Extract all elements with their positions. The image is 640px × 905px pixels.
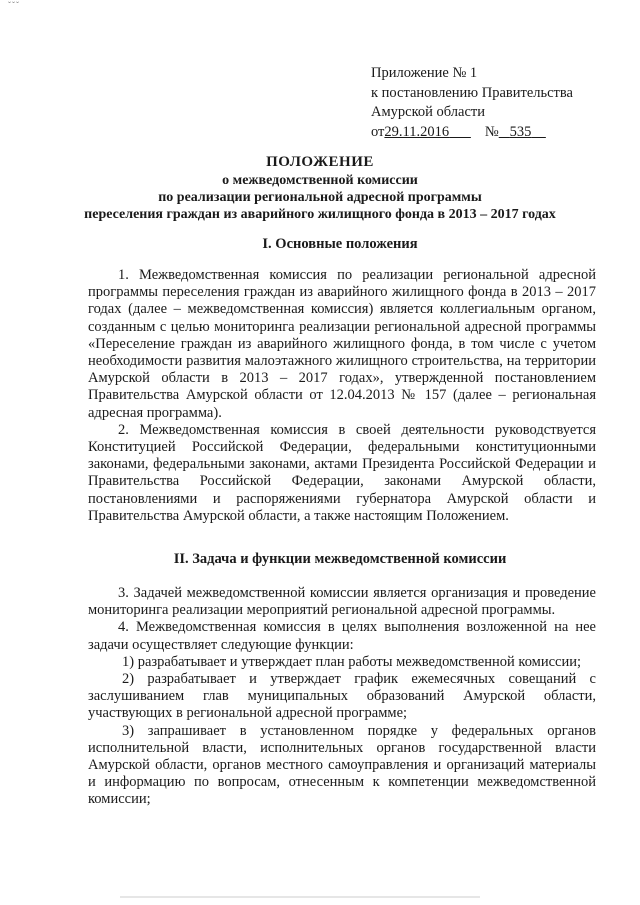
- paragraph-2: 2. Межведомственная комиссия в своей деятельности руководствуется Конституцией Российской Федерации, федеральными конституционными законами, федеральными законами, актами Президента Российской Федерации и Правительства Российской Федерации, законами Амурской области, постановлениями и распоряжениями губернатора Амурской области и Правительства Амурской области, а также настоящим Положением.: [88, 421, 596, 524]
- title-line-1: о межведомственной комиссии: [222, 173, 418, 188]
- paragraph-3: 3. Задачей межведомственной комиссии является организация и проведение мониторинга реализации мероприятий региональной адресной программы.: [88, 585, 596, 619]
- decree-number: 535: [509, 123, 532, 140]
- paragraph-1: 1. Межведомственная комиссия по реализации региональной адресной программы переселения граждан из аварийного жилищного фонда в 2013 – 2017 годах (далее – межведомственная комиссия) является коллегиальным органом, созданным с целью мониторинга реализации региональной адресной программы «Переселение граждан из аварийного жилищного фонда, в том числе с учетом необходимости развития малоэтажного жилищного строительства, на территории Амурской области в 2013 – 2017 годах», утвержденной постановлением Правительства Амурской области от 12.04.2013 № 157 (далее – региональная адресная программа).: [88, 267, 596, 421]
- section-1-body: [88, 267, 596, 525]
- function-item-3: 3) запрашивает в установленном порядке у федеральных органов исполнительной власти, исполнительных органов государственной власти Амурской области, органов местного самоуправления и организаций материалы и информацию по вопросам, отнесенным к компетенции межведомственной комиссии;: [88, 722, 596, 808]
- section-1-heading: I. Основные положения: [262, 236, 418, 252]
- title-main: ПОЛОЖЕНИЕ: [266, 154, 374, 170]
- number-prefix: №: [484, 123, 499, 140]
- section-2-heading: II. Задача и функции межведомственной комиссии: [173, 551, 507, 567]
- date-prefix: от: [371, 123, 385, 140]
- paragraph-4: 4. Межведомственная комиссия в целях выполнения возложенной на нее задачи осуществляет следующие функции:: [88, 619, 596, 653]
- attachment-region: Амурской области: [371, 104, 485, 120]
- attachment-number: Приложение № 1: [371, 65, 478, 81]
- section-2-body: [88, 585, 596, 809]
- scan-corner-mark: ˇˇˇ: [8, 0, 20, 10]
- scan-edge-shadow: [120, 896, 480, 898]
- decree-date: 29.11.2016: [384, 123, 450, 140]
- function-item-1: 1) разрабатывает и утверждает план работы межведомственной комиссии;: [122, 653, 582, 670]
- document-title: [40, 153, 600, 223]
- attachment-date-line: [371, 123, 573, 143]
- attachment-header: [371, 64, 573, 142]
- attachment-reference: к постановлению Правительства: [371, 84, 573, 101]
- function-item-2: 2) разрабатывает и утверждает график ежемесячных совещаний с заслушиванием глав муниципальных образований Амурской области, участвующих в региональной адресной программе;: [88, 671, 596, 722]
- title-line-2: по реализации региональной адресной программы: [158, 190, 482, 205]
- title-line-3: переселения граждан из аварийного жилищного фонда в 2013 – 2017 годах: [84, 207, 556, 222]
